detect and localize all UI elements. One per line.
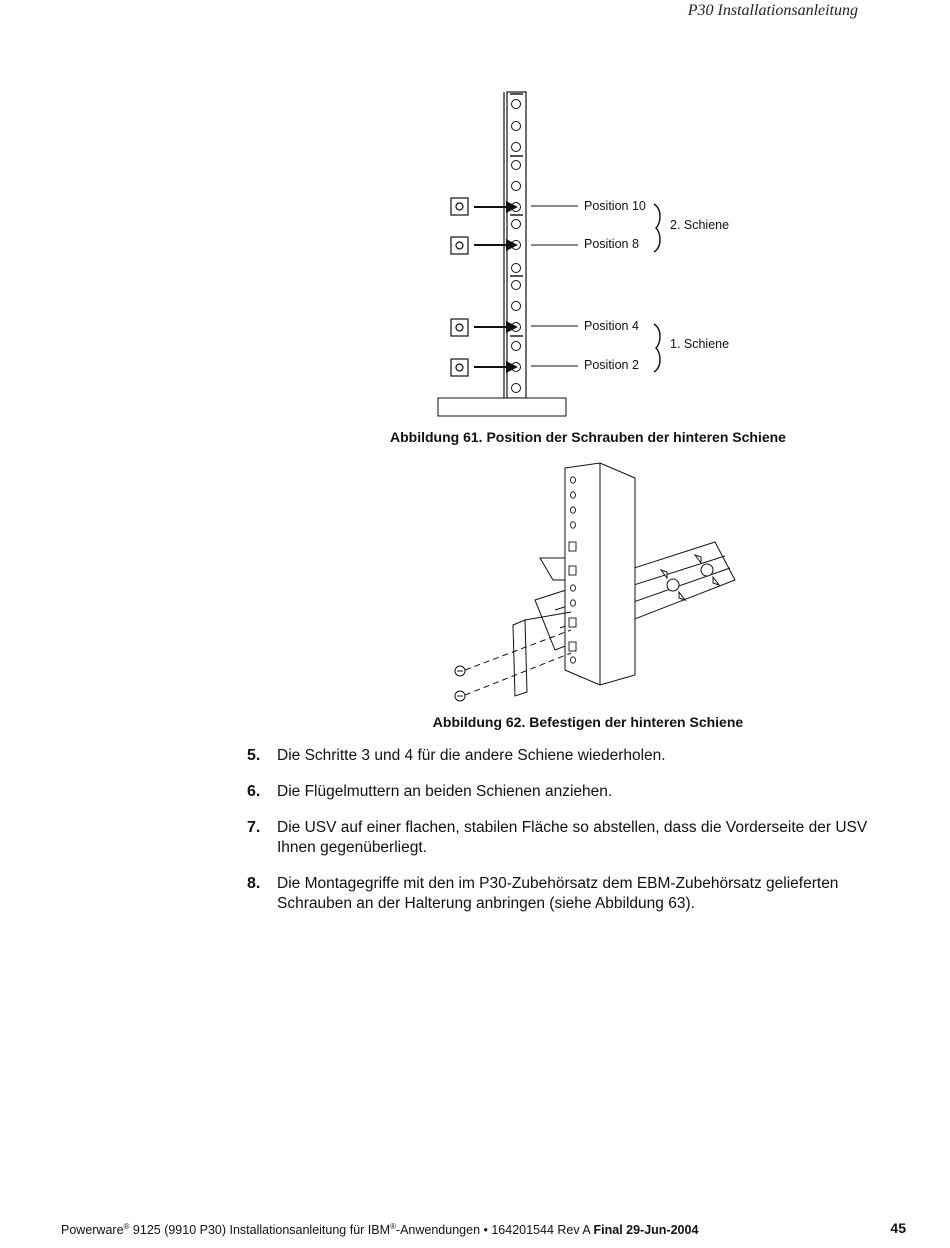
label-rail-2: 2. Schiene [670,218,730,232]
figure-61-rail-positions [430,88,760,422]
figure-61-caption: Abbildung 61. Position der Schrauben der hinteren Schiene [390,429,786,445]
step-number: 6. [247,783,261,800]
registered-mark: ® [123,1222,130,1231]
step-item [247,818,887,858]
page-footer [61,1222,698,1237]
instruction-steps [247,746,887,930]
figure-62-caption: Abbildung 62. Befestigen der hinteren Schiene [432,714,744,730]
footer-doc-id: -Anwendungen • 164201544 Rev A [395,1223,594,1238]
step-number: 7. [247,819,261,836]
footer-brand: Powerware [61,1223,124,1238]
label-position-4: Position 4 [584,319,639,333]
step-number: 8. [247,875,261,892]
label-position-8: Position 8 [584,237,639,251]
footer-status: Final 29-Jun-2004 [593,1223,699,1238]
step-text: Die Schritte 3 und 4 für die andere Schiene wiederholen. [277,747,666,764]
step-item [247,874,887,914]
label-position-2: Position 2 [584,358,639,372]
screw-icon [455,666,465,701]
page-number: 45 [890,1220,906,1236]
step-text: Die Flügelmuttern an beiden Schienen anziehen. [277,783,613,800]
step-number: 5. [247,747,261,764]
step-item [247,746,887,766]
figure-62-rail-attachment [445,460,745,710]
step-text: Die USV auf einer flachen, stabilen Fläche so abstellen, dass die Vorderseite der USV Ihnen gegenüberliegt. [277,819,868,856]
label-rail-1: 1. Schiene [670,337,730,351]
label-position-10: Position 10 [584,199,646,213]
footer-title: 9125 (9910 P30) Installationsanleitung für IBM [129,1223,391,1238]
running-head: P30 Installationsanleitung [687,2,858,19]
step-item [247,782,887,802]
step-text: Die Montagegriffe mit den im P30-Zubehörsatz dem EBM-Zubehörsatz gelieferten Schrauben an der Halterung anbringen (siehe Abbildung 63). [277,875,839,912]
registered-mark: ® [390,1222,396,1231]
cage-nut-icon [451,198,468,376]
